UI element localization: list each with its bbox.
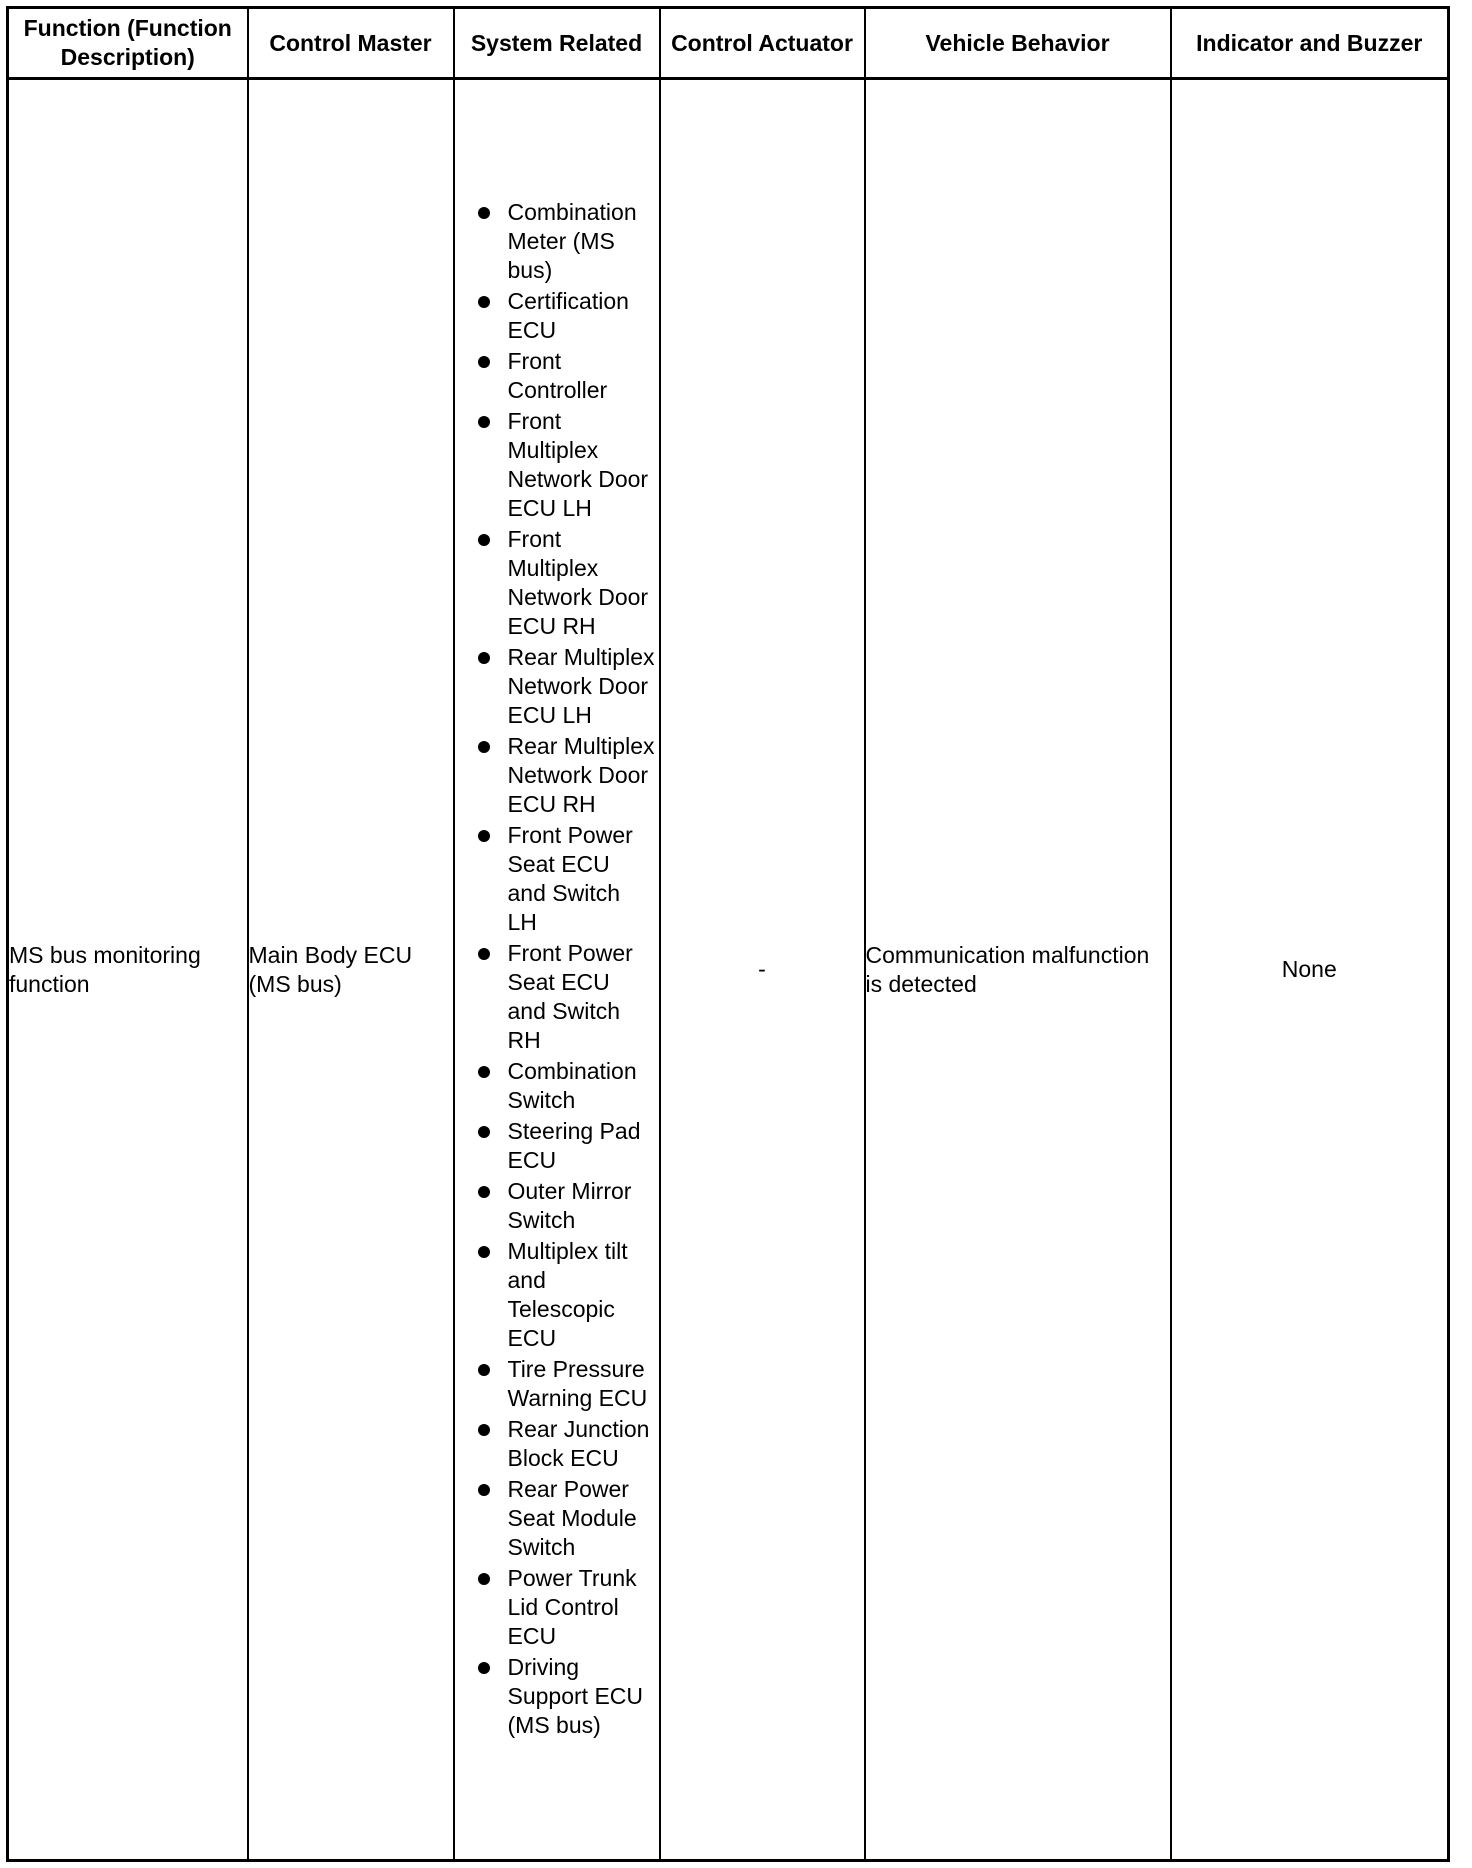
table-header-row <box>8 8 1449 79</box>
bullet-icon <box>478 1246 490 1258</box>
header-function: Function (Function Description) <box>8 8 248 79</box>
cell-function: MS bus monitoring function <box>8 79 248 1861</box>
list-item-text: Tire Pressure Warning ECU <box>507 1355 648 1411</box>
cell-vehicle-behavior: Communication malfunction is detected <box>865 79 1171 1861</box>
header-control-master: Control Master <box>248 8 454 79</box>
bullet-icon <box>478 296 490 308</box>
bullet-icon <box>478 830 490 842</box>
bullet-icon <box>478 356 490 368</box>
list-item-text: Rear Power Seat Module Switch <box>507 1475 637 1560</box>
bullet-icon <box>478 1186 490 1198</box>
list-item <box>455 525 659 641</box>
header-control-actuator: Control Actuator <box>660 8 865 79</box>
header-indicator-buzzer: Indicator and Buzzer <box>1171 8 1449 79</box>
bullet-icon <box>478 1573 490 1585</box>
list-item <box>455 732 659 819</box>
header-vehicle-behavior: Vehicle Behavior <box>865 8 1171 79</box>
list-item <box>455 1057 659 1115</box>
header-system-related: System Related <box>454 8 660 79</box>
list-item <box>455 1177 659 1235</box>
bullet-icon <box>478 741 490 753</box>
list-item-text: Front Controller <box>507 347 608 403</box>
bullet-icon <box>478 1424 490 1436</box>
list-item <box>455 1415 659 1473</box>
list-item <box>455 1564 659 1651</box>
bullet-icon <box>478 1364 490 1376</box>
bullet-icon <box>478 1066 490 1078</box>
cell-control-master: Main Body ECU (MS bus) <box>248 79 454 1861</box>
cell-system-related <box>454 79 660 1861</box>
list-item-text: Outer Mirror Switch <box>507 1177 632 1233</box>
bullet-icon <box>478 1662 490 1674</box>
list-item-text: Combination Switch <box>507 1057 637 1113</box>
list-item <box>455 643 659 730</box>
bullet-icon <box>478 948 490 960</box>
list-item <box>455 287 659 345</box>
list-item <box>455 1653 659 1740</box>
list-item <box>455 1117 659 1175</box>
list-item-text: Rear Multiplex Network Door ECU RH <box>507 732 655 817</box>
list-item-text: Multiplex tilt and Telescopic ECU <box>507 1237 628 1351</box>
bullet-icon <box>478 416 490 428</box>
list-item <box>455 939 659 1055</box>
system-related-list <box>455 198 659 1740</box>
list-item <box>455 347 659 405</box>
bullet-icon <box>478 1126 490 1138</box>
list-item-text: Steering Pad ECU <box>507 1117 641 1173</box>
cell-indicator-buzzer: None <box>1171 79 1449 1861</box>
list-item-text: Front Power Seat ECU and Switch LH <box>507 821 633 935</box>
bullet-icon <box>478 1484 490 1496</box>
bullet-icon <box>478 207 490 219</box>
list-item-text: Driving Support ECU (MS bus) <box>507 1653 644 1738</box>
function-table <box>6 6 1450 1862</box>
list-item <box>455 1355 659 1413</box>
table-row <box>8 79 1449 1861</box>
list-item <box>455 1237 659 1353</box>
list-item <box>455 407 659 523</box>
list-item-text: Front Multiplex Network Door ECU RH <box>507 525 649 639</box>
list-item <box>455 1475 659 1562</box>
list-item-text: Combination Meter (MS bus) <box>507 198 637 283</box>
list-item-text: Rear Junction Block ECU <box>507 1415 650 1471</box>
list-item-text: Front Multiplex Network Door ECU LH <box>507 407 649 521</box>
bullet-icon <box>478 652 490 664</box>
list-item <box>455 198 659 285</box>
bullet-icon <box>478 534 490 546</box>
list-item-text: Front Power Seat ECU and Switch RH <box>507 939 633 1053</box>
list-item <box>455 821 659 937</box>
cell-control-actuator: - <box>660 79 865 1861</box>
list-item-text: Certification ECU <box>507 287 629 343</box>
list-item-text: Rear Multiplex Network Door ECU LH <box>507 643 655 728</box>
list-item-text: Power Trunk Lid Control ECU <box>507 1564 637 1649</box>
